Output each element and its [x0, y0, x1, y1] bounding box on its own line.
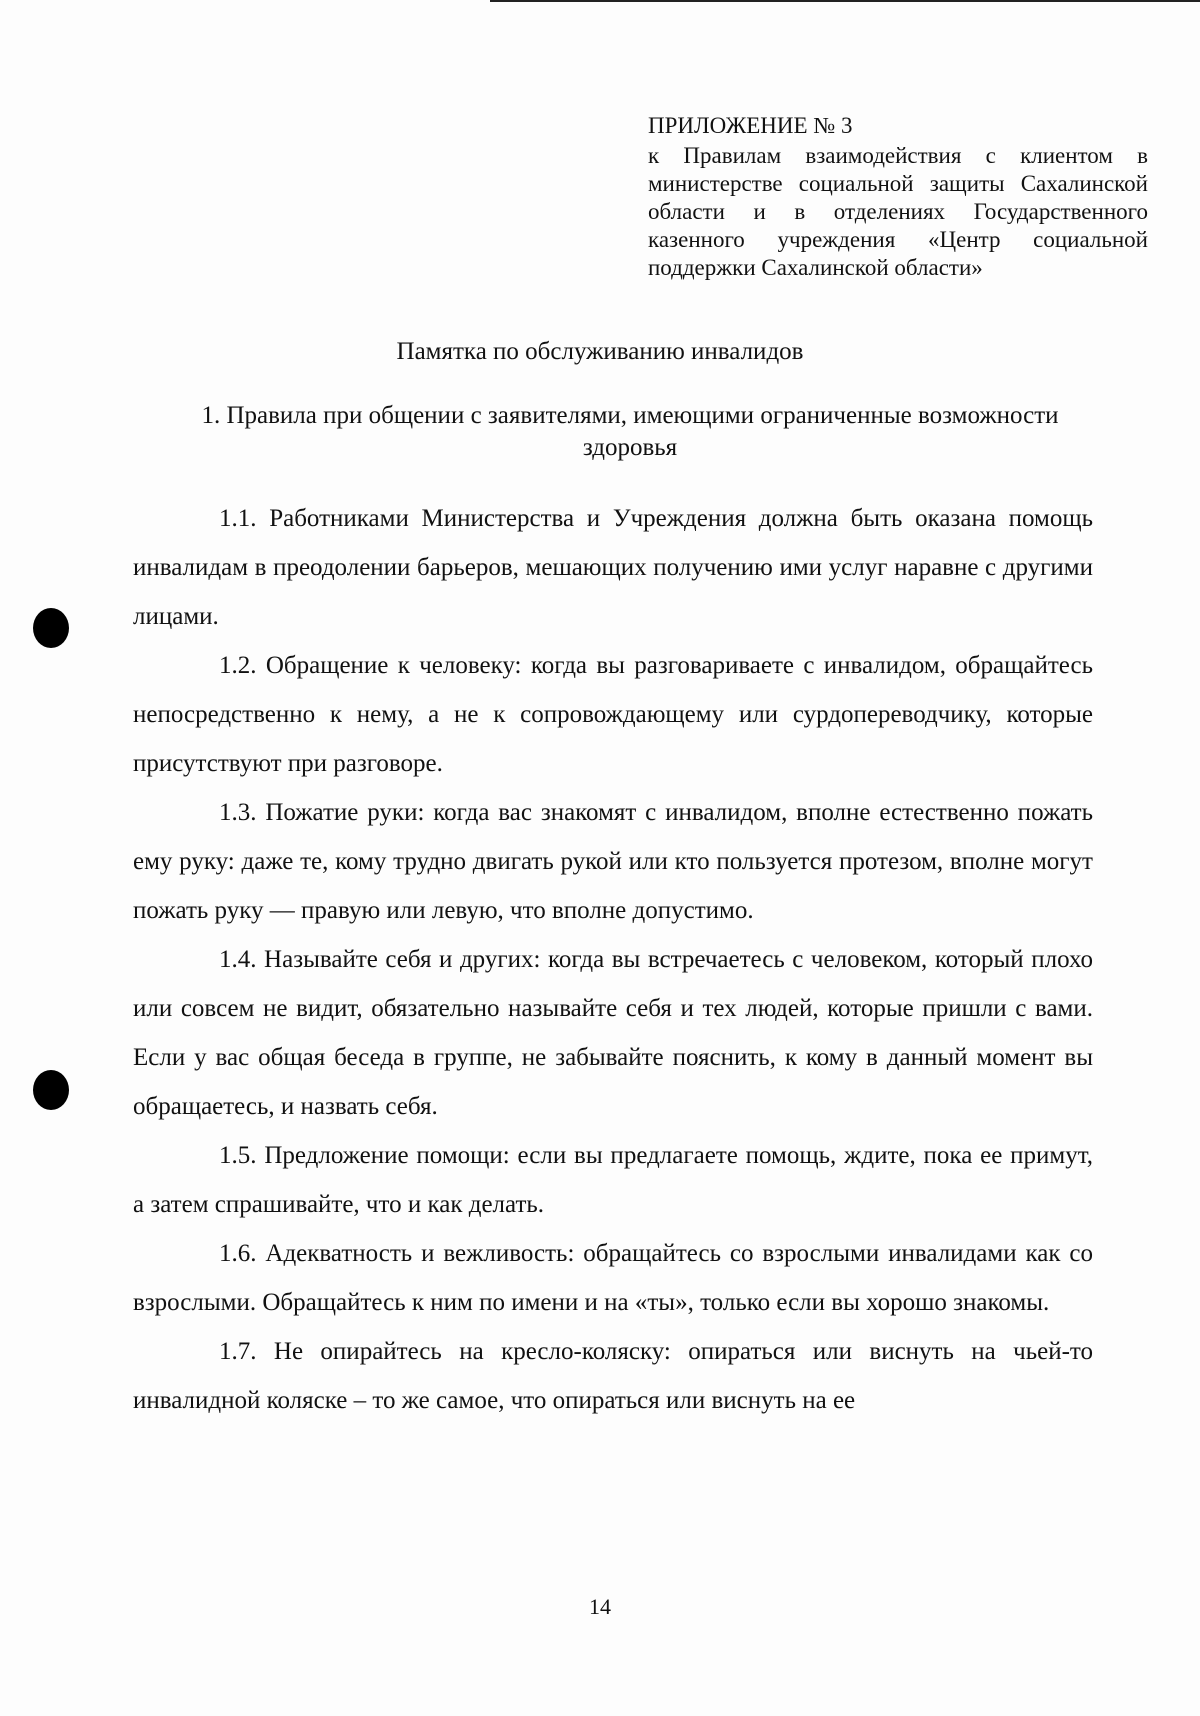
appendix-title: ПРИЛОЖЕНИЕ № 3: [648, 113, 853, 138]
paragraph-1-6: 1.6. Адекватность и вежливость: обращайтесь со взрослыми инвалидами как со взрослыми. Обращайтесь к ним по имени и на «ты», только если вы хорошо знакомы.: [133, 1240, 1093, 1316]
paragraph-1-4: 1.4. Называйте себя и других: когда вы встречаетесь с человеком, который плохо или совсем не видит, обязательно называйте себя и тех людей, которые пришли с вами. Если у вас общая беседа в группе, не забывайте пояснить, к кому в данный момент вы обращаетесь, и назвать себя.: [133, 946, 1093, 1120]
appendix-block: [648, 110, 1148, 282]
top-edge-line: [490, 0, 1200, 2]
section-heading: 1. Правила при общении с заявителями, имеющими ограниченные возможности здоровья: [201, 402, 1059, 461]
paragraph-1-7: 1.7. Не опирайтесь на кресло-коляску: опираться или виснуть на чьей-то инвалидной коляске – то же самое, что опираться или виснуть на ее: [133, 1338, 1093, 1414]
punch-hole-mark: [33, 608, 69, 648]
section-body: [133, 494, 1093, 1425]
paragraph-1-5: 1.5. Предложение помощи: если вы предлагаете помощь, ждите, пока ее примут, а затем спрашивайте, что и как делать.: [133, 1142, 1093, 1218]
punch-hole-mark: [33, 1070, 69, 1110]
paragraph-1-1: 1.1. Работниками Министерства и Учреждения должна быть оказана помощь инвалидам в преодолении барьеров, мешающих получению ими услуг наравне с другими лицами.: [133, 505, 1093, 630]
paragraph-1-2: 1.2. Обращение к человеку: когда вы разговариваете с инвалидом, обращайтесь непосредственно к нему, а не к сопровождающему или сурдопереводчику, которые присутствуют при разговоре.: [133, 652, 1093, 777]
appendix-reference: к Правилам взаимодействия с клиентом в министерстве социальной защиты Сахалинской области и в отделениях Государственного казенного учреждения «Центр социальной поддержки Сахалинской области»: [648, 143, 1148, 280]
paragraph-1-3: 1.3. Пожатие руки: когда вас знакомят с инвалидом, вполне естественно пожать ему руку: даже те, кому трудно двигать рукой или кто пользуется протезом, вполне могут пожать руку — правую или левую, что вполне допустимо.: [133, 799, 1093, 924]
document-title: Памятка по обслуживанию инвалидов: [396, 338, 804, 365]
page-number: 14: [589, 1594, 611, 1619]
